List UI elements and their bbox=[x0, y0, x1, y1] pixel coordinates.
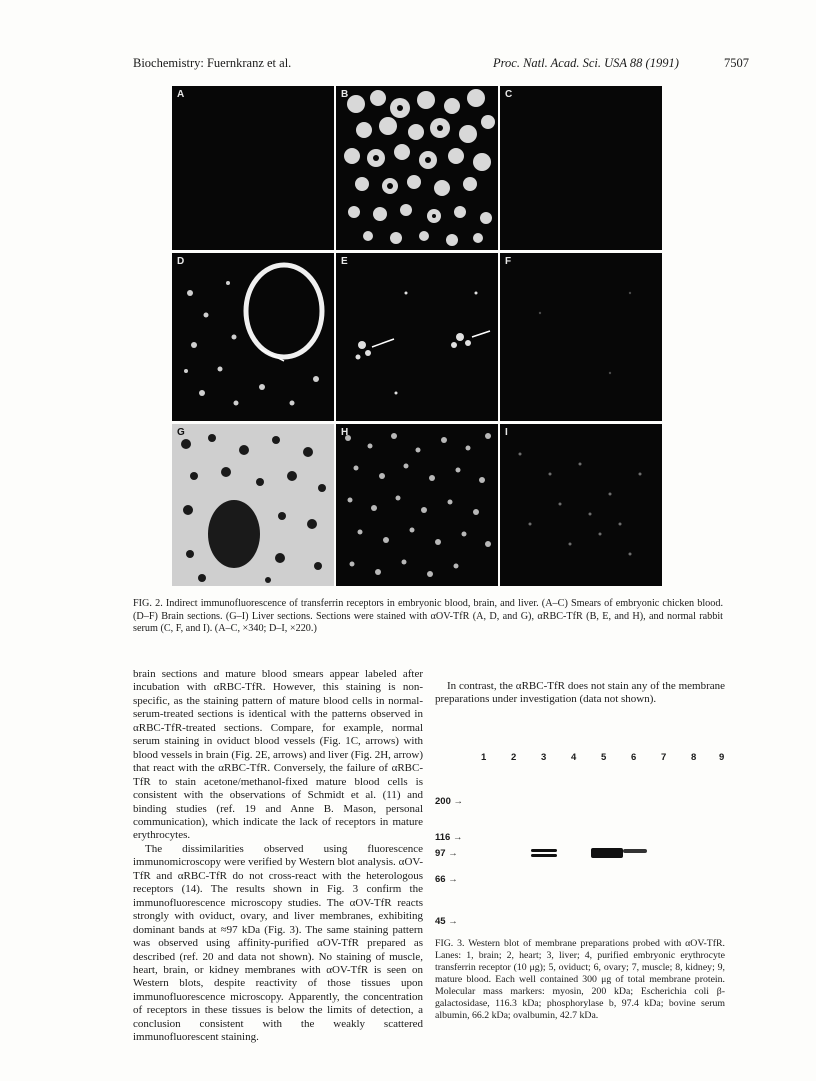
panel-label-g: G bbox=[177, 427, 185, 438]
marker-arrow: → bbox=[453, 796, 463, 807]
figure-3-western-blot bbox=[435, 752, 730, 927]
panel-label-i: I bbox=[505, 427, 508, 438]
marker-label: 45 bbox=[435, 916, 446, 927]
right-paragraph-1: In contrast, the αRBC-TfR does not stain any of the membrane preparations under investigation (data not shown). bbox=[435, 680, 725, 706]
panel-label-d: D bbox=[177, 256, 185, 267]
band-lane-3 bbox=[531, 849, 557, 852]
panel-h bbox=[336, 424, 498, 586]
left-paragraph-2: The dissimilarities observed using fluorescence immunomicroscopy were verified by Western blot analysis. αOV-TfR and αRBC-TfR do not cross-react with the heterologous receptors (14). The results shown in Fig. 3 confirm the immunofluorescence microscopy studies. The αOV-TfR reacts strongly with oviduct, ovary, and liver membranes, exhibiting dominant bands at ≈97 kDa (Fig. 3). The same staining pattern was observed using affinity-purified αOV-TfR prepared as described (ref. 20 and data not shown). No staining of muscle, heart, brain, or kidney membranes with αOV-TfR is seen on Western blots, despite reactivity of those tissues upon immunofluorescence microscopy. Apparently, the concentration of receptors in these tissues is below the limits of detection, a conclusion consistent with the weakly scattered immunofluorescent staining. bbox=[133, 842, 423, 1044]
running-header-journal: Proc. Natl. Acad. Sci. USA 88 (1991) bbox=[493, 56, 679, 70]
lane-number: 1 bbox=[481, 752, 487, 763]
lane-number: 7 bbox=[661, 752, 667, 763]
lane-number: 2 bbox=[511, 752, 517, 763]
brain-vessel-texture bbox=[172, 253, 334, 421]
marker-arrow: → bbox=[448, 874, 458, 885]
panel-b bbox=[336, 86, 498, 250]
panel-i bbox=[500, 424, 662, 586]
marker-97 bbox=[435, 848, 458, 859]
page-number: 7507 bbox=[724, 56, 749, 70]
lane-number: 4 bbox=[571, 752, 577, 763]
panel-label-a: A bbox=[177, 89, 185, 100]
left-column bbox=[133, 668, 423, 1045]
marker-116 bbox=[435, 832, 462, 843]
panel-d bbox=[172, 253, 334, 421]
running-header-authors: Biochemistry: Fuernkranz et al. bbox=[133, 56, 292, 70]
panel-e bbox=[336, 253, 498, 421]
liver-texture-h bbox=[336, 424, 498, 586]
marker-label: 66 bbox=[435, 874, 446, 885]
marker-arrow: → bbox=[448, 916, 458, 927]
lane-number: 3 bbox=[541, 752, 547, 763]
marker-arrow: → bbox=[448, 848, 458, 859]
panel-label-b: B bbox=[341, 89, 349, 100]
band-lane-3 bbox=[531, 854, 557, 857]
panel-label-f: F bbox=[505, 256, 512, 267]
figure-2-caption: FIG. 2. Indirect immunofluorescence of transferrin receptors in embryonic blood, brain, and liver. (A–C) Smears of embryonic chicken blood. (D–F) Brain sections. (G–I) Liver sections. Sections were stained with αOV-TfR (A, D, and G), αRBC-TfR (B, E, and H), and normal rabbit serum (C, F, and I). (A–C, ×340; D–I, ×220.) bbox=[133, 598, 723, 635]
brain-serum-texture bbox=[500, 253, 662, 421]
panel-c bbox=[500, 86, 662, 250]
left-paragraph-1: brain sections and mature blood smears appear labeled after incubation with αRBC-TfR. However, this staining is non-specific, as the staining pattern of mature blood cells in normal-serum-treated sections is identical with the patterns observed in αRBC-TfR-treated sections. Compare, for example, normal serum staining in oviduct blood vessels (Fig. 1C, arrows) with blood vessels in brain (Fig. 2E, arrows) and liver (Fig. 2H, arrow) that react with the αRBC-TfR. Conversely, the failure of αRBC-TfR to stain acetone/methanol-fixed mature blood cells is consistent with the observations of Schmidt et al. (11) and binding studies (ref. 19 and Anne B. Mason, personal communication), which indicate the lack of receptors in mature erythrocytes. bbox=[133, 668, 423, 842]
panel-a bbox=[172, 86, 334, 250]
marker-66 bbox=[435, 874, 458, 885]
liver-texture-g bbox=[172, 424, 334, 586]
panel-label-h: H bbox=[341, 427, 349, 438]
panel-label-e: E bbox=[341, 256, 348, 267]
lane-number: 6 bbox=[631, 752, 637, 763]
band-lane-6 bbox=[623, 849, 647, 853]
band-lane-5 bbox=[591, 848, 623, 858]
blood-cells-texture bbox=[336, 86, 498, 250]
marker-arrow: → bbox=[452, 832, 463, 843]
panel-g bbox=[172, 424, 334, 586]
liver-texture-i bbox=[500, 424, 662, 586]
brain-rbc-texture bbox=[336, 253, 498, 421]
panel-label-c: C bbox=[505, 89, 513, 100]
marker-label: 116 bbox=[435, 832, 451, 843]
lane-number: 9 bbox=[719, 752, 725, 763]
marker-label: 200 bbox=[435, 796, 451, 807]
lane-number: 8 bbox=[691, 752, 697, 763]
figure-3-caption: FIG. 3. Western blot of membrane preparations probed with αOV-TfR. Lanes: 1, brain; 2, heart; 3, liver; 4, purified embryonic erythrocyte transferrin receptor (10 μg); 5, oviduct; 6, ovary; 7, muscle; 8, kidney; 9, mature blood. Each well contained 300 μg of total membrane protein. Molecular mass markers: myosin, 200 kDa; Escherichia coli β-galactosidase, 116.3 kDa; phosphorylase b, 97.4 kDa; bovine serum albumin, 66.2 kDa; ovalbumin, 42.7 kDa. bbox=[435, 938, 725, 1021]
right-column bbox=[435, 680, 725, 707]
marker-45 bbox=[435, 916, 458, 927]
marker-label: 97 bbox=[435, 848, 446, 859]
marker-200 bbox=[435, 796, 463, 807]
lane-number: 5 bbox=[601, 752, 607, 763]
panel-f bbox=[500, 253, 662, 421]
